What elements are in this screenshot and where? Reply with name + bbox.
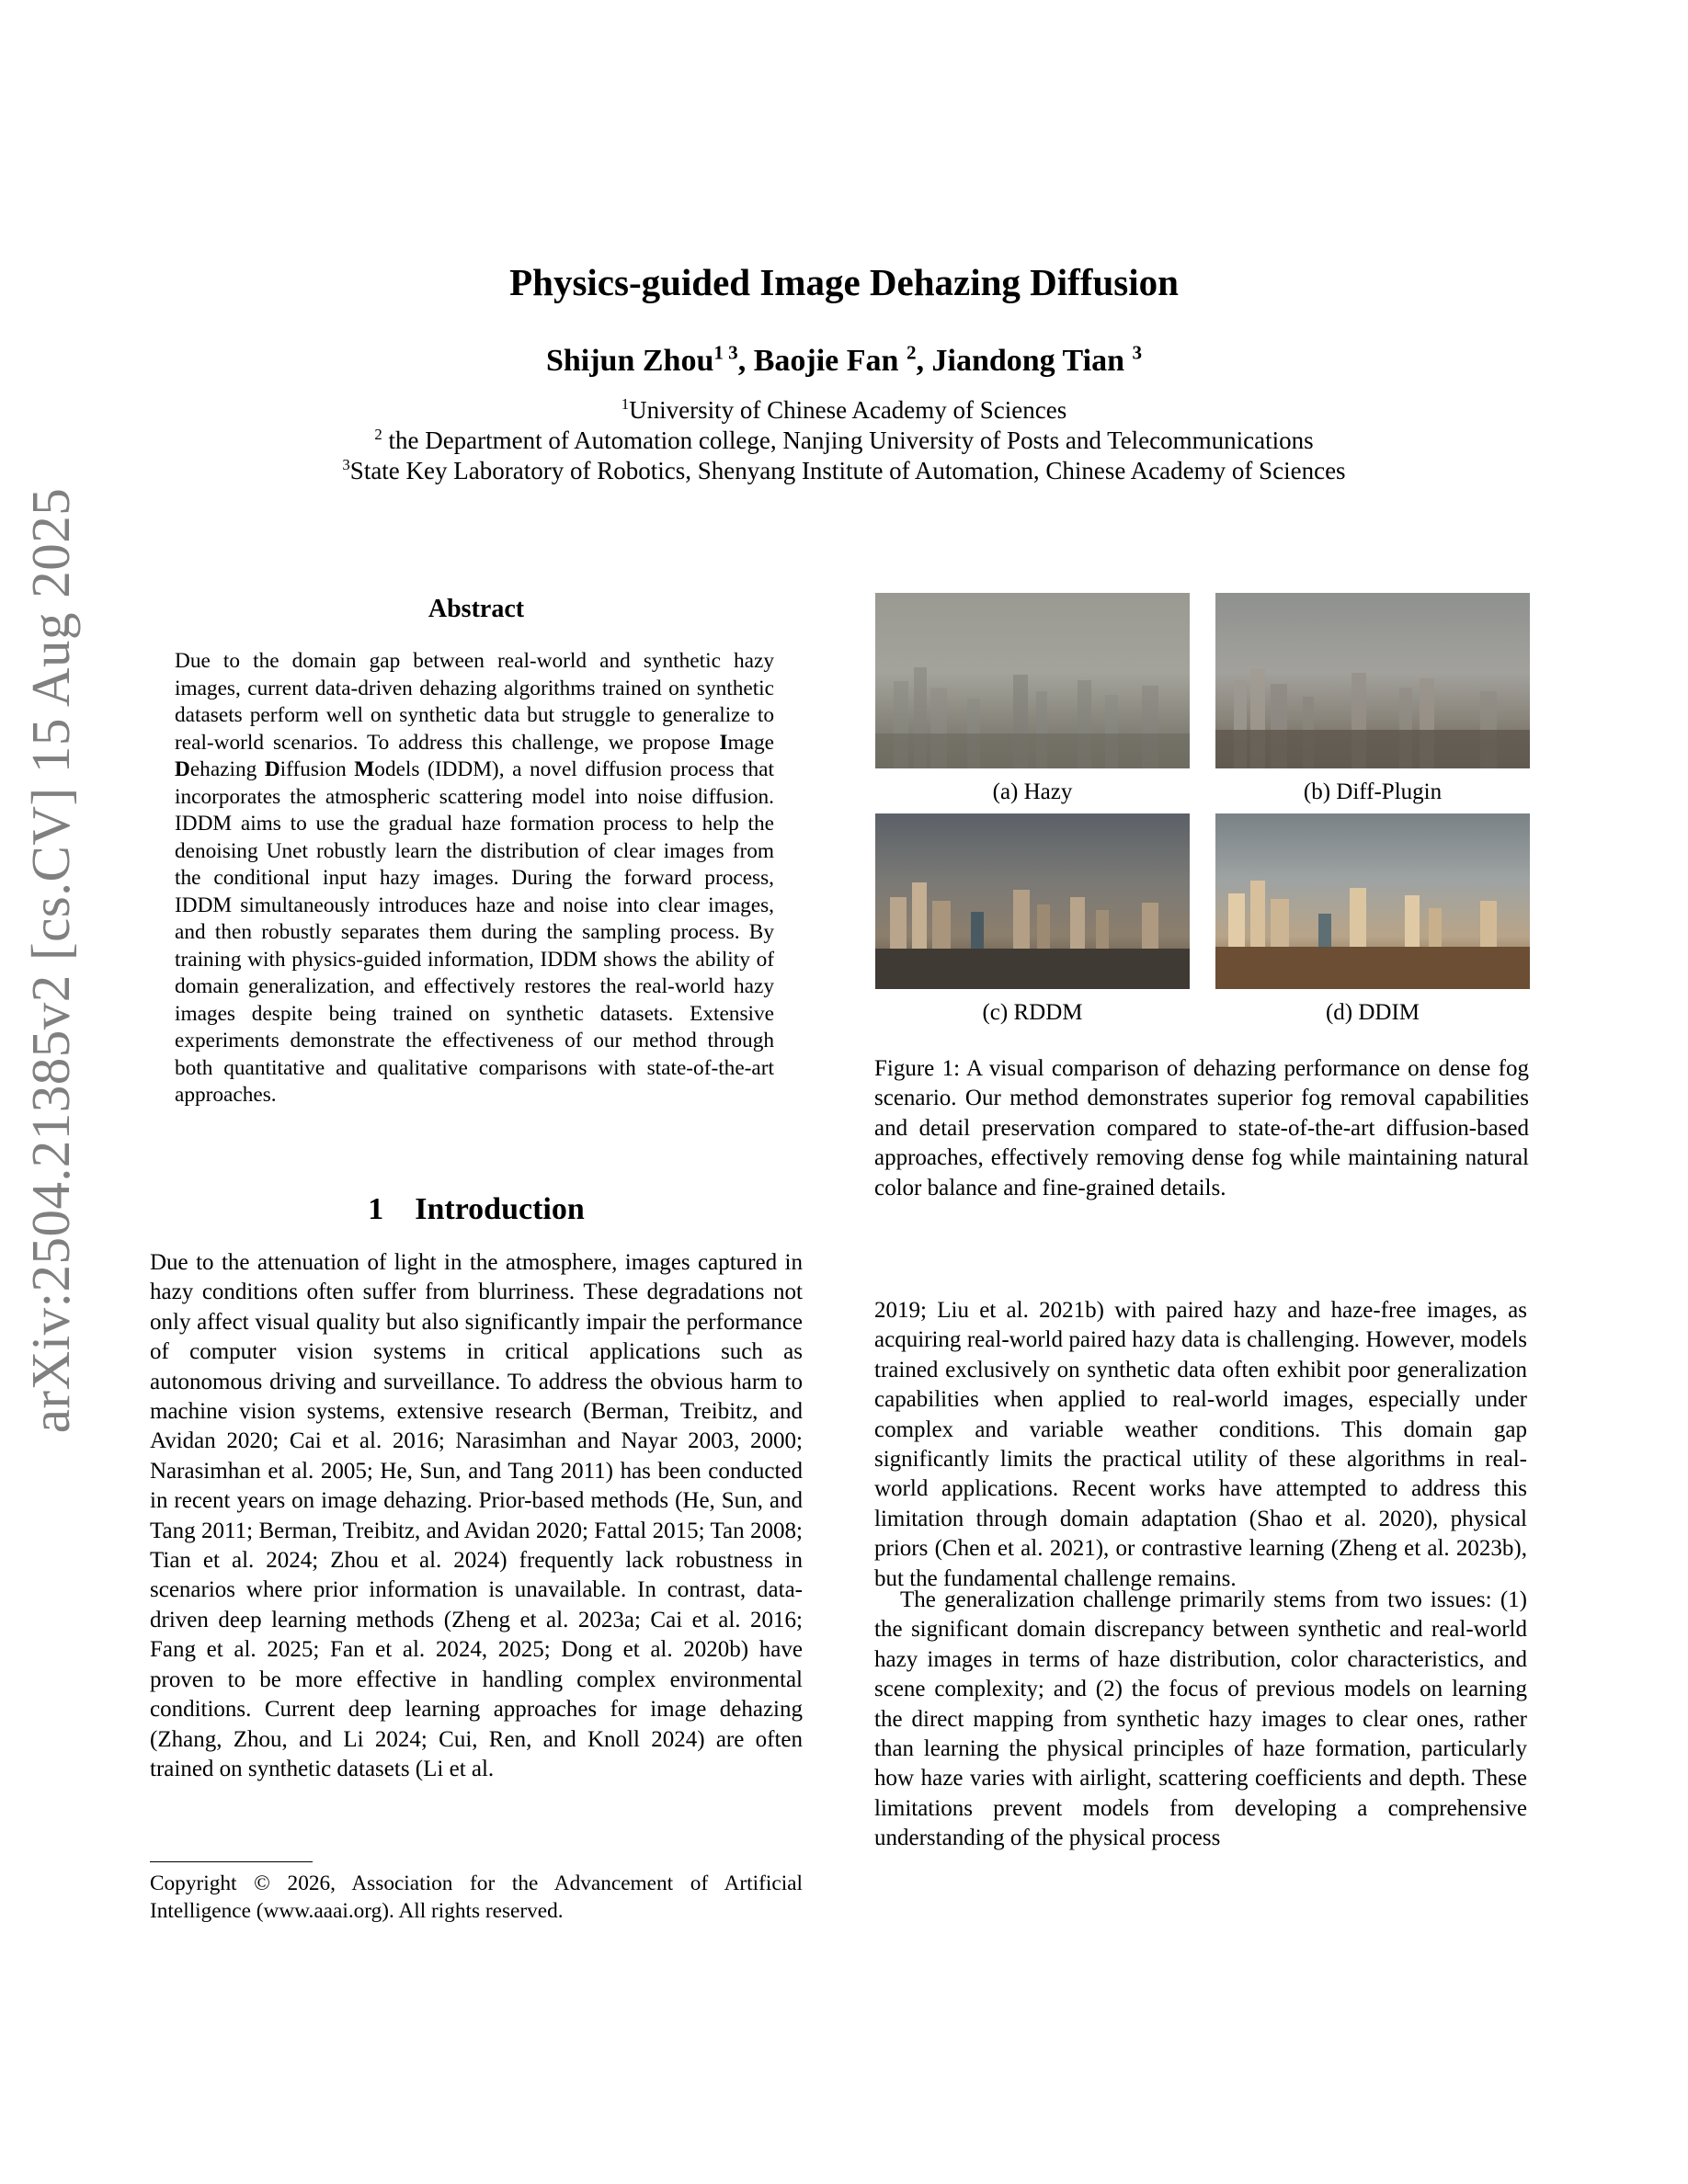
paragraph: Due to the attenuation of light in the atmosphere, images captured in hazy conditions often suffer from blurriness. These degradations not only affect visual quality but also significantly impair the performance of computer vision systems in critical applications such as autonomous driving and surveillance. To address the obvious harm to machine vision systems, extensive research (Berman, Treibitz, and Avidan 2020; Cai et al. 2016; Narasimhan and Nayar 2003, 2000; Narasimhan et al. 2005; He, Sun, and Tang 2011) has been conducted in recent years on image dehazing. Prior-based methods (He, Sun, and Tang 2011; Berman, Treibitz, and Avidan 2020; Fattal 2015; Tan 2008; Tian et al. 2024; Zhou et al. 2024) frequently lack robustness in scenarios where prior information is unavailable. In contrast, data-driven deep learning methods (Zheng et al. 2023a; Cai et al. 2016; Fang et al. 2025; Fan et al. 2024, 2025; Dong et al. 2020b) have proven to be more effective in handling complex environmental conditions. Current deep learning approaches for image dehazing (Zhang, Zhou, and Li 2024; Cui, Ren, and Knoll 2024) are often trained on synthetic datasets (Li et al. xyxy=(150,1250,803,1781)
affiliation-3 xyxy=(0,457,1688,485)
section-heading: 1 Introduction xyxy=(368,1192,585,1226)
affiliation-text: State Key Laboratory of Robotics, Shenyang Institute of Automation, Chinese Academy of Sciences xyxy=(349,457,1346,484)
affiliation-text: University of Chinese Academy of Sciences xyxy=(629,396,1067,424)
author-name: Jiandong Tian xyxy=(931,344,1133,378)
subfigure-caption: (d) DDIM xyxy=(1325,1000,1420,1025)
author-affiliation-mark: 3 xyxy=(1132,341,1143,364)
abstract-heading: Abstract xyxy=(428,595,525,623)
figure-image-rddm xyxy=(875,813,1190,989)
affiliation-1 xyxy=(0,396,1688,425)
author-affiliation-mark: 1 3 xyxy=(713,341,738,364)
subfigure-caption: (a) Hazy xyxy=(992,779,1073,804)
paragraph: 2019; Liu et al. 2021b) with paired hazy and haze-free images, as acquiring real-world paired hazy data is challenging. However, models trained exclusively on synthetic data often exhibit poor generalization capabilities when applied to real-world images, especially under complex and variable weather conditions. This domain gap significantly limits the practical utility of these algorithms in real-world applications. Recent works have attempted to address this limitation through domain adaptation (Shao et al. 2020), physical priors (Chen et al. 2021), or contrastive learning (Zheng et al. 2023b), but the fundamental challenge remains. xyxy=(874,1298,1527,1591)
author-name: Shijun Zhou xyxy=(545,344,714,378)
arxiv-identifier: arXiv:2504.21385v2 [cs.CV] 15 Aug 2025 xyxy=(20,487,81,1434)
affiliation-text: the Department of Automation college, Nanjing University of Posts and Telecommunications xyxy=(382,427,1314,454)
figure-image-diff-plugin xyxy=(1215,593,1530,768)
acronym-letter: M xyxy=(354,757,375,781)
figure-caption: Figure 1: A visual comparison of dehazing performance on dense fog scenario. Our method demonstrates superior fog removal capabilities and detail preservation compared to state-of-the-art diffusion-based approaches, effectively removing dense fog while maintaining natural color balance and fine-grained details. xyxy=(874,1056,1529,1200)
paragraph: The generalization challenge primarily stems from two issues: (1) the significant domain discrepancy between synthetic and real-world hazy images in terms of haze distribution, color characteristics, and scene complexity; and (2) the focus of previous models on learning the direct mapping from synthetic hazy images to clear ones, rather than learning the physical principles of haze formation, particularly how haze varies with airlight, scattering coefficients and depth. These limitations prevent models from developing a comprehensive understanding of the physical process xyxy=(874,1587,1527,1851)
copyright-footnote: Copyright © 2026, Association for the Advancement of Artificial Intelligence (www.aaai.org). All rights reserved. xyxy=(150,1871,803,1923)
figure-image-ddim xyxy=(1215,813,1530,989)
abstract-text: ehazing xyxy=(189,757,265,781)
abstract-text: Due to the domain gap between real-world and synthetic hazy images, current data-driven dehazing algorithms trained on synthetic datasets perform well on synthetic data but struggle to generalize to real-world scenarios. To address this challenge, we propose xyxy=(175,649,774,755)
acronym-letter: D xyxy=(264,757,280,781)
acronym-letter: I xyxy=(719,730,728,755)
abstract-text: odels xyxy=(374,757,420,781)
affiliation-mark: 3 xyxy=(342,455,350,473)
abstract-text: mage xyxy=(727,730,774,755)
author-separator: , xyxy=(737,344,754,378)
abstract-text: (IDDM), a novel diffusion process that incorporates the atmospheric scattering model into noise diffusion. IDDM aims to use the gradual haze formation process to help the denoising Unet robustly learn the distribution of clear images from the conditional input hazy images. During the forward process, IDDM simultaneously introduces haze and noise into clear images, and then robustly separates them during the sampling process. By training with physics-guided information, IDDM shows the ability of domain generalization, and effectively restores the real-world hazy images despite being trained on synthetic datasets. Extensive experiments demonstrate the effectiveness of our method through both quantitative and qualitative comparisons with state-of-the-art approaches. xyxy=(175,757,774,1107)
author-name: Baojie Fan xyxy=(753,344,907,378)
subfigure-caption: (b) Diff-Plugin xyxy=(1303,779,1443,804)
figure-image-hazy xyxy=(875,593,1190,768)
abstract-body xyxy=(175,648,774,1109)
author-separator: , xyxy=(916,344,932,378)
paper-title: Physics-guided Image Dehazing Diffusion xyxy=(509,261,1179,303)
author-list xyxy=(0,341,1688,379)
affiliation-2 xyxy=(0,427,1688,455)
acronym-letter: D xyxy=(175,757,190,781)
footnote-rule xyxy=(150,1861,313,1862)
author-affiliation-mark: 2 xyxy=(906,341,917,364)
subfigure-caption: (c) RDDM xyxy=(982,1000,1083,1025)
affiliation-mark: 2 xyxy=(374,425,382,443)
abstract-text: iffusion xyxy=(279,757,355,781)
affiliation-mark: 1 xyxy=(621,394,630,413)
